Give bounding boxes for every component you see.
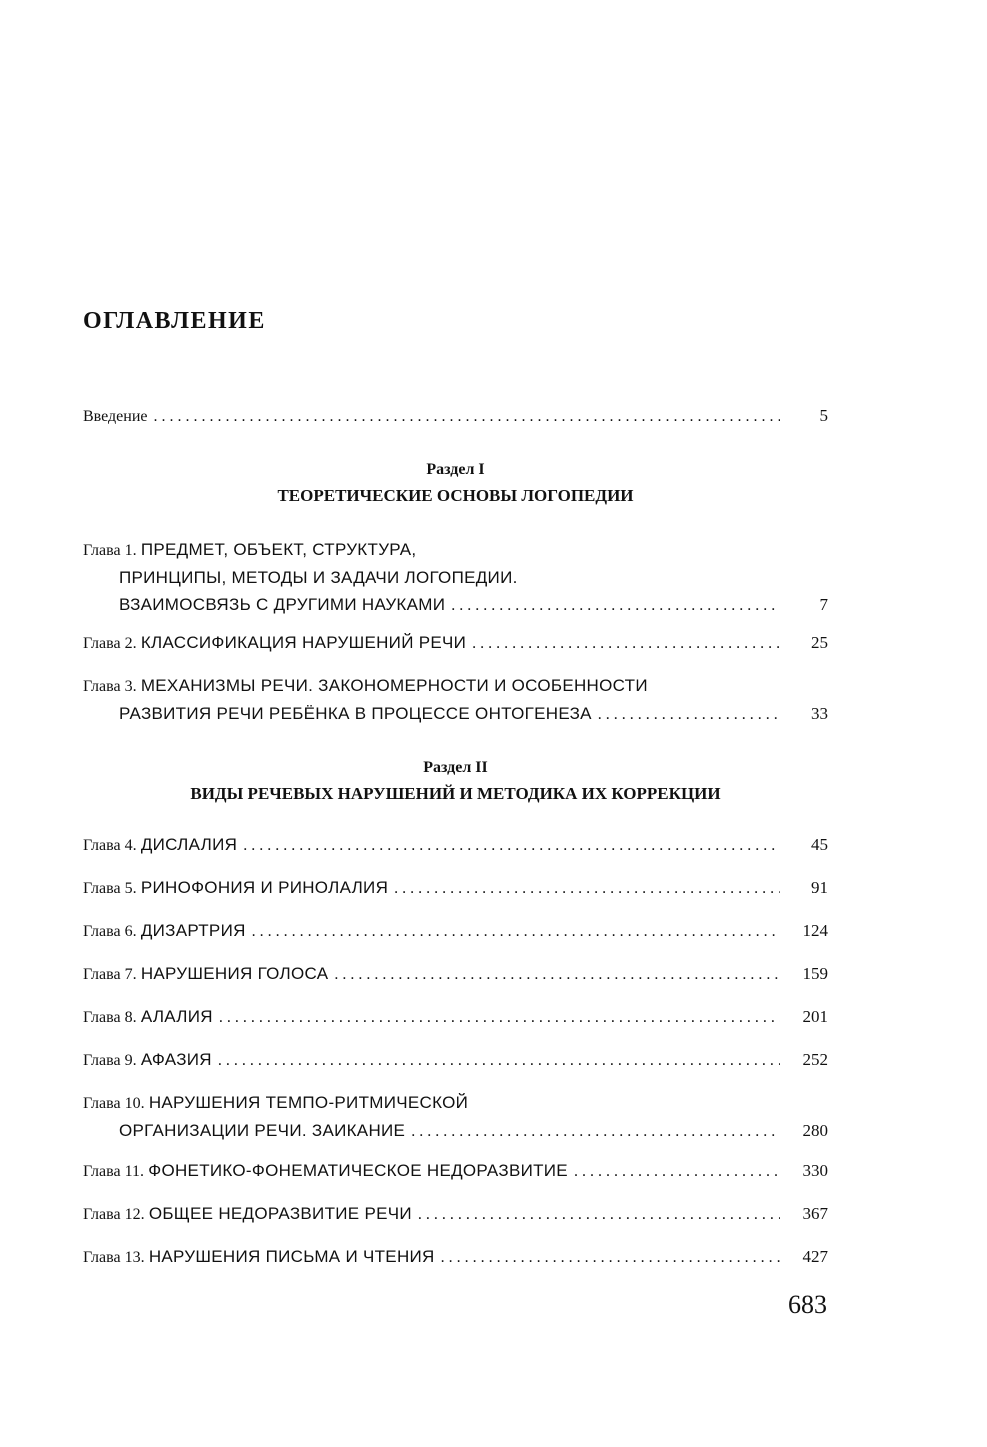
- chapter-label: Глава 2.: [83, 635, 137, 652]
- page-number: 91: [811, 878, 828, 897]
- toc-entry-chapter-7[interactable]: [83, 960, 828, 988]
- chapter-title-cont: ОРГАНИЗАЦИИ РЕЧИ. ЗАИКАНИЕ: [119, 1121, 406, 1140]
- leader-dots: [411, 1118, 780, 1145]
- page-number: 159: [802, 964, 828, 983]
- chapter-title: КЛАССИФИКАЦИЯ НАРУШЕНИЙ РЕЧИ: [140, 633, 467, 652]
- toc-entry-intro[interactable]: [83, 402, 828, 430]
- leader-dots: [219, 1004, 780, 1031]
- page-number: 5: [819, 406, 828, 425]
- toc-entry-chapter-4[interactable]: [83, 831, 828, 859]
- page-number: 252: [802, 1050, 828, 1069]
- toc-entry-chapter-13[interactable]: [83, 1243, 828, 1271]
- chapter-title: НАРУШЕНИЯ ТЕМПО-РИТМИЧЕСКОЙ: [148, 1093, 469, 1112]
- chapter-label: Глава 3.: [83, 678, 137, 695]
- chapter-title: НАРУШЕНИЯ ПИСЬМА И ЧТЕНИЯ: [148, 1247, 435, 1266]
- chapter-title-cont: РАЗВИТИЯ РЕЧИ РЕБЁНКА В ПРОЦЕССЕ ОНТОГЕНЕЗА: [119, 704, 592, 723]
- chapter-label: Глава 5.: [83, 880, 137, 897]
- chapter-title: ДИЗАРТРИЯ: [140, 921, 246, 940]
- page-number: 45: [811, 835, 828, 854]
- section-name: ТЕОРЕТИЧЕСКИЕ ОСНОВЫ ЛОГОПЕДИИ: [277, 486, 634, 505]
- leader-dots: [243, 832, 780, 859]
- chapter-title: АЛАЛИЯ: [140, 1007, 213, 1026]
- leader-dots: [451, 592, 780, 619]
- section-name: ВИДЫ РЕЧЕВЫХ НАРУШЕНИЙ И МЕТОДИКА ИХ КОРРЕКЦИИ: [190, 784, 721, 803]
- chapter-title: ПРЕДМЕТ, ОБЪЕКТ, СТРУКТУРА,: [140, 540, 417, 559]
- chapter-label: Глава 13.: [83, 1249, 145, 1266]
- toc-entry-chapter-3[interactable]: [83, 672, 828, 728]
- section-heading-2: [83, 756, 828, 808]
- section-heading-1: [83, 458, 828, 510]
- leader-dots: [334, 961, 780, 988]
- leader-dots: [574, 1158, 780, 1185]
- chapter-title: РИНОФОНИЯ И РИНОЛАЛИЯ: [140, 878, 389, 897]
- page-number: 427: [802, 1247, 828, 1266]
- leader-dots: [218, 1047, 780, 1074]
- chapter-label: Глава 11.: [83, 1163, 144, 1180]
- toc-entry-chapter-8[interactable]: [83, 1003, 828, 1031]
- leader-dots: [441, 1244, 780, 1271]
- leader-dots: [154, 403, 781, 430]
- chapter-title-cont: ПРИНЦИПЫ, МЕТОДЫ И ЗАДАЧИ ЛОГОПЕДИИ.: [119, 568, 518, 587]
- chapter-label: Глава 7.: [83, 966, 137, 983]
- chapter-label: Глава 6.: [83, 923, 137, 940]
- chapter-label: Глава 10.: [83, 1095, 145, 1112]
- chapter-title: ОБЩЕЕ НЕДОРАЗВИТИЕ РЕЧИ: [148, 1204, 412, 1223]
- toc-entry-chapter-11[interactable]: [83, 1157, 828, 1185]
- toc-entry-chapter-6[interactable]: [83, 917, 828, 945]
- leader-dots: [472, 630, 780, 657]
- section-number: Раздел I: [426, 461, 485, 478]
- page-number: 7: [819, 595, 828, 614]
- toc-entry-chapter-12[interactable]: [83, 1200, 828, 1228]
- toc-entry-chapter-1[interactable]: [83, 536, 828, 619]
- chapter-title: АФАЗИЯ: [140, 1050, 212, 1069]
- chapter-label: Глава 9.: [83, 1052, 137, 1069]
- chapter-label: Глава 1.: [83, 542, 137, 559]
- toc-entry-chapter-9[interactable]: [83, 1046, 828, 1074]
- folio-page-number: 683: [788, 1290, 827, 1319]
- leader-dots: [252, 918, 780, 945]
- entry-label: Введение: [83, 408, 148, 425]
- leader-dots: [598, 701, 780, 728]
- chapter-title: НАРУШЕНИЯ ГОЛОСА: [140, 964, 329, 983]
- toc-entry-chapter-10[interactable]: [83, 1089, 828, 1145]
- leader-dots: [418, 1201, 780, 1228]
- chapter-title: ФОНЕТИКО-ФОНЕМАТИЧЕСКОЕ НЕДОРАЗВИТИЕ: [148, 1161, 568, 1180]
- page-title: ОГЛАВЛЕНИЕ: [83, 308, 266, 334]
- chapter-label: Глава 8.: [83, 1009, 137, 1026]
- page-number: 367: [802, 1204, 828, 1223]
- section-number: Раздел II: [423, 759, 488, 776]
- toc-entry-chapter-5[interactable]: [83, 874, 828, 902]
- page-number: 330: [802, 1161, 828, 1180]
- page-number: 280: [802, 1121, 828, 1140]
- page-number: 124: [802, 921, 828, 940]
- chapter-title: МЕХАНИЗМЫ РЕЧИ. ЗАКОНОМЕРНОСТИ И ОСОБЕННОСТИ: [140, 676, 648, 695]
- chapter-title: ДИСЛАЛИЯ: [140, 835, 238, 854]
- toc-entry-chapter-2[interactable]: [83, 629, 828, 657]
- leader-dots: [394, 875, 780, 902]
- chapter-title-cont: ВЗАИМОСВЯЗЬ С ДРУГИМИ НАУКАМИ: [119, 595, 446, 614]
- page-number: 33: [811, 704, 828, 723]
- page-number: 201: [802, 1007, 828, 1026]
- chapter-label: Глава 12.: [83, 1206, 145, 1223]
- chapter-label: Глава 4.: [83, 837, 137, 854]
- page-number: 25: [811, 633, 828, 652]
